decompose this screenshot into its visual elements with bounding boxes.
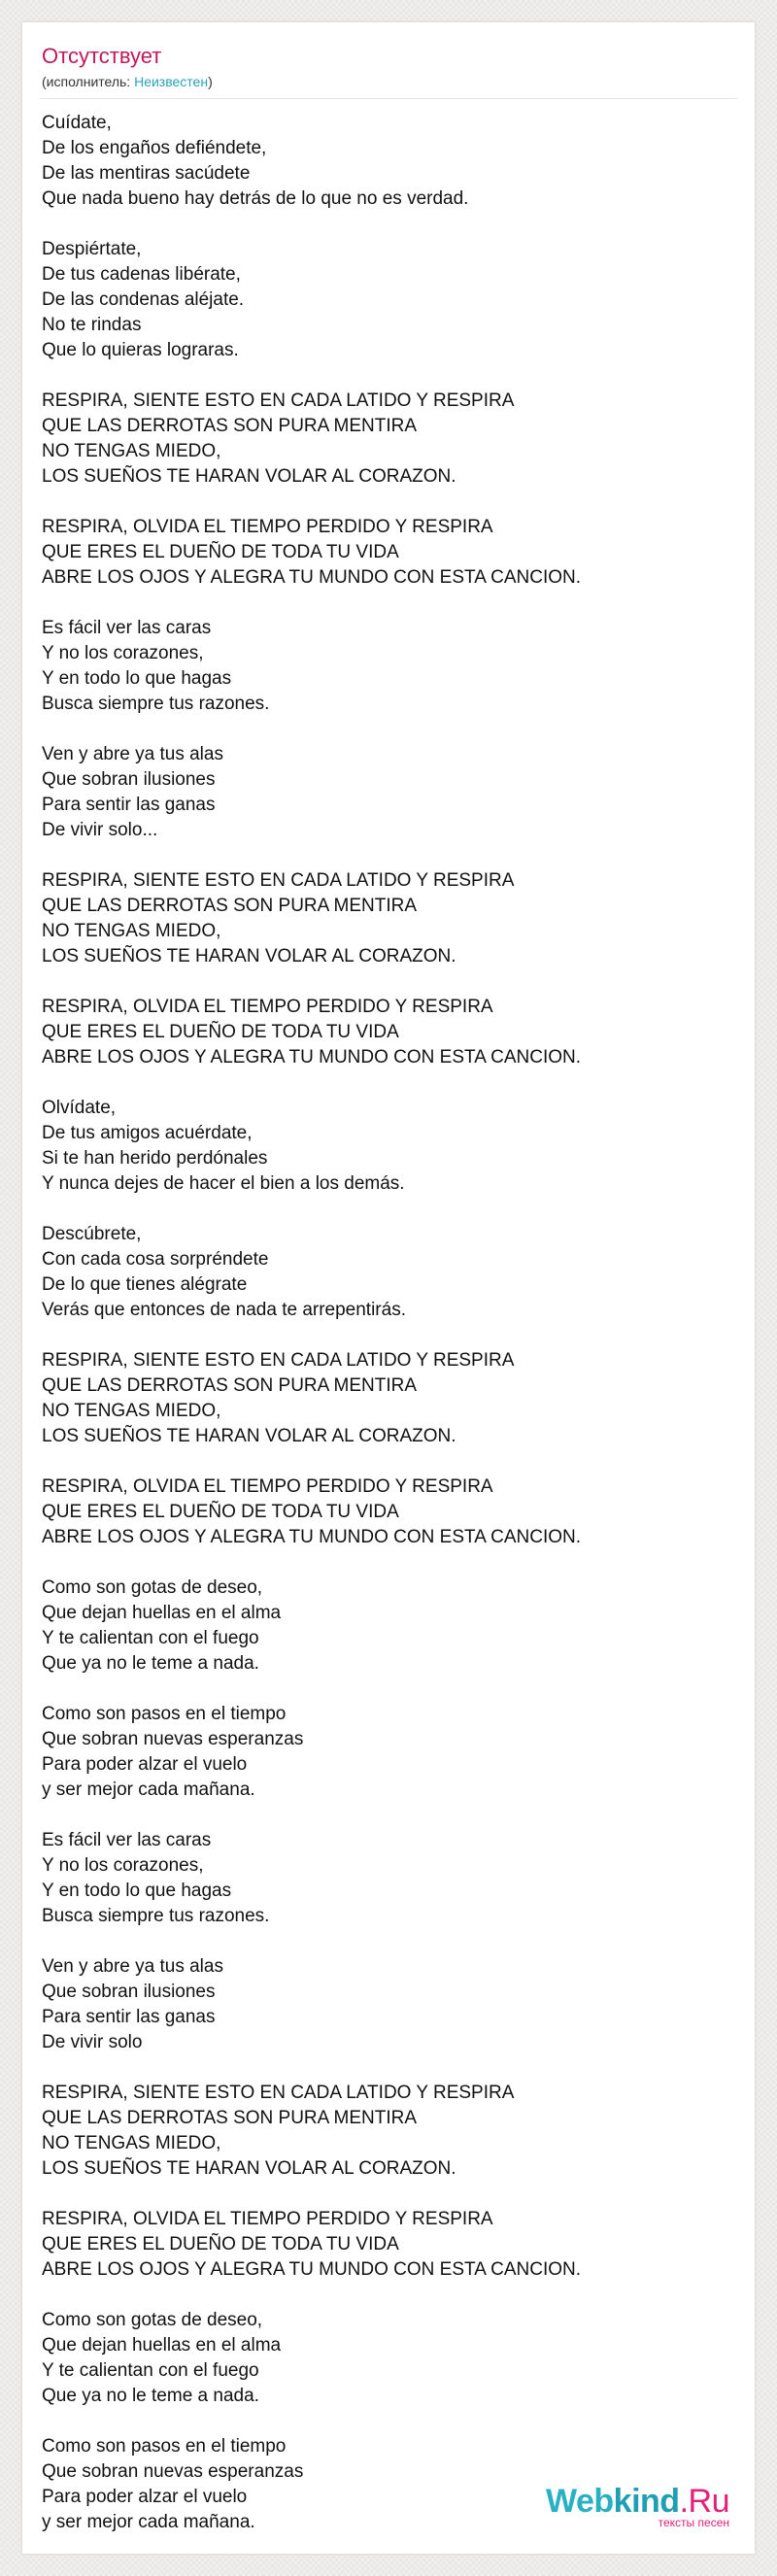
lyric-line: Como son gotas de deseo, [42, 1577, 263, 1598]
lyric-line: De los engaños defiéndete, [42, 138, 267, 158]
lyric-line: Como son pasos en el tiempo [42, 2436, 287, 2457]
lyric-line: RESPIRA, SIENTE ESTO EN CADA LATIDO Y RESPIRA [42, 390, 515, 411]
lyric-line: Es fácil ver las caras [42, 618, 212, 638]
lyric-line: QUE ERES EL DUEÑO DE TODA TU VIDA [42, 1022, 399, 1042]
lyric-line: Y en todo lo que hagas [42, 668, 232, 689]
lyric-line: Que ya no le teme a nada. [42, 1653, 259, 1674]
lyric-line: Despiértate, [42, 239, 142, 259]
lyric-line: Que sobran ilusiones [42, 769, 216, 790]
lyrics-body [22, 99, 755, 2535]
lyric-line: Que ya no le teme a nada. [42, 2386, 259, 2406]
lyric-line: De tus cadenas libérate, [42, 264, 241, 285]
lyric-line: Verás que entonces de nada te arrepentirás. [42, 1300, 406, 1320]
lyric-line: ABRE LOS OJOS Y ALEGRA TU MUNDO CON ESTA CANCION. [42, 2259, 582, 2280]
lyric-line: Que lo quieras lograras. [42, 340, 239, 360]
lyrics-stanza [42, 1576, 755, 1677]
lyric-line: RESPIRA, OLVIDA EL TIEMPO PERDIDO Y RESPIRA [42, 997, 493, 1017]
lyrics-stanza [42, 995, 755, 1070]
lyric-line: Para poder alzar el vuelo [42, 2487, 248, 2507]
artist-link[interactable]: Неизвестен [134, 74, 209, 89]
lyric-line: Que sobran ilusiones [42, 1982, 216, 2002]
lyric-line: Olvídate, [42, 1098, 117, 1118]
lyric-line: ABRE LOS OJOS Y ALEGRA TU MUNDO CON ESTA CANCION. [42, 1047, 582, 1068]
artist-suffix: ) [208, 74, 213, 89]
lyrics-stanza [42, 742, 755, 843]
logo-wordmark [546, 2484, 729, 2519]
song-title: Отсутствует [42, 44, 162, 68]
lyric-line: Ven y abre ya tus alas [42, 744, 223, 764]
lyric-line: ABRE LOS OJOS Y ALEGRA TU MUNDO CON ESTA CANCION. [42, 1527, 582, 1547]
lyric-line: QUE ERES EL DUEÑO DE TODA TU VIDA [42, 2234, 399, 2254]
lyrics-stanza [42, 515, 755, 591]
lyric-line: Y te calientan con el fuego [42, 1628, 259, 1648]
lyric-line: QUE ERES EL DUEÑO DE TODA TU VIDA [42, 542, 399, 562]
lyric-line: NO TENGAS MIEDO, [42, 921, 221, 941]
lyric-line: LOS SUEÑOS TE HARAN VOLAR AL CORAZON. [42, 466, 456, 487]
lyrics-stanza [42, 2207, 755, 2283]
lyric-line: Y te calientan con el fuego [42, 2360, 259, 2381]
lyric-line: De lo que tienes alégrate [42, 1274, 248, 1295]
lyric-line: NO TENGAS MIEDO, [42, 441, 221, 461]
logo-web: Web [546, 2483, 614, 2520]
lyric-line: RESPIRA, SIENTE ESTO EN CADA LATIDO Y RESPIRA [42, 1350, 515, 1371]
lyric-line: QUE ERES EL DUEÑO DE TODA TU VIDA [42, 1502, 399, 1522]
lyric-line: ABRE LOS OJOS Y ALEGRA TU MUNDO CON ESTA CANCION. [42, 567, 582, 588]
lyric-line: y ser mejor cada mañana. [42, 1779, 255, 1800]
lyric-line: Y en todo lo que hagas [42, 1881, 232, 1901]
lyric-line: Y no los corazones, [42, 1855, 204, 1876]
lyric-line: NO TENGAS MIEDO, [42, 1401, 221, 1421]
lyric-line: Que dejan huellas en el alma [42, 2335, 282, 2356]
lyrics-stanza [42, 2081, 755, 2182]
lyric-line: De tus amigos acuérdate, [42, 1123, 253, 1143]
lyrics-stanza [42, 2308, 755, 2409]
lyric-line: QUE LAS DERROTAS SON PURA MENTIRA [42, 416, 418, 436]
lyric-line: Que sobran nuevas esperanzas [42, 1729, 304, 1749]
logo-kind: kind [613, 2483, 680, 2520]
lyric-line: RESPIRA, OLVIDA EL TIEMPO PERDIDO Y RESPIRA [42, 2209, 493, 2229]
lyric-line: Descúbrete, [42, 1224, 142, 1244]
lyric-line: LOS SUEÑOS TE HARAN VOLAR AL CORAZON. [42, 2158, 456, 2179]
lyric-line: Como son pasos en el tiempo [42, 1704, 287, 1724]
lyric-line: No te rindas [42, 315, 142, 335]
artist-line [42, 73, 755, 90]
lyric-line: Y no los corazones, [42, 643, 204, 663]
lyric-line: RESPIRA, SIENTE ESTO EN CADA LATIDO Y RESPIRA [42, 2083, 515, 2103]
lyrics-stanza [42, 111, 755, 212]
lyric-line: QUE LAS DERROTAS SON PURA MENTIRA [42, 1375, 418, 1396]
lyrics-card [21, 21, 756, 2555]
lyric-line: De las condenas aléjate. [42, 289, 245, 310]
lyrics-stanza [42, 616, 755, 717]
lyrics-stanza [42, 1348, 755, 1449]
artist-prefix: (исполнитель: [42, 74, 135, 89]
lyrics-stanza [42, 1954, 755, 2055]
lyric-line: Para poder alzar el vuelo [42, 1754, 248, 1775]
lyric-line: y ser mejor cada mañana. [42, 2512, 255, 2532]
webkind-logo[interactable] [546, 2484, 729, 2528]
lyric-line: Para sentir las ganas [42, 2007, 216, 2027]
lyrics-stanza [42, 237, 755, 363]
lyric-line: NO TENGAS MIEDO, [42, 2133, 221, 2153]
lyric-line: Es fácil ver las caras [42, 1830, 212, 1850]
lyric-line: De vivir solo [42, 2032, 143, 2052]
lyrics-stanza [42, 1474, 755, 1550]
lyrics-stanza [42, 1222, 755, 1323]
lyric-line: De las mentiras sacúdete [42, 163, 251, 184]
lyric-line: Busca siempre tus razones. [42, 1906, 270, 1926]
lyric-line: LOS SUEÑOS TE HARAN VOLAR AL CORAZON. [42, 946, 456, 966]
lyrics-stanza [42, 389, 755, 490]
lyrics-stanza [42, 1828, 755, 1929]
lyrics-stanza [42, 1096, 755, 1197]
lyric-line: Si te han herido perdónales [42, 1148, 268, 1169]
lyrics-stanza [42, 868, 755, 969]
lyric-line: RESPIRA, SIENTE ESTO EN CADA LATIDO Y RESPIRA [42, 870, 515, 891]
lyric-line: RESPIRA, OLVIDA EL TIEMPO PERDIDO Y RESPIRA [42, 1476, 493, 1497]
lyric-line: Que nada bueno hay detrás de lo que no es verdad. [42, 188, 469, 209]
lyric-line: Y nunca dejes de hacer el bien a los demás. [42, 1173, 405, 1194]
lyric-line: QUE LAS DERROTAS SON PURA MENTIRA [42, 896, 418, 916]
lyric-line: Que sobran nuevas esperanzas [42, 2461, 304, 2482]
lyric-line: De vivir solo... [42, 820, 158, 840]
lyric-line: Como son gotas de deseo, [42, 2310, 263, 2330]
logo-tagline: тексты песен [658, 2516, 729, 2529]
lyric-line: Con cada cosa sorpréndete [42, 1249, 269, 1270]
lyric-line: Ven y abre ya tus alas [42, 1956, 223, 1977]
lyric-line: Busca siempre tus razones. [42, 694, 270, 714]
lyric-line: LOS SUEÑOS TE HARAN VOLAR AL CORAZON. [42, 1426, 456, 1446]
lyrics-stanza [42, 1702, 755, 1803]
lyric-line: QUE LAS DERROTAS SON PURA MENTIRA [42, 2108, 418, 2128]
lyric-line: RESPIRA, OLVIDA EL TIEMPO PERDIDO Y RESPIRA [42, 517, 493, 537]
logo-ru: .Ru [679, 2483, 729, 2520]
lyric-line: Cuídate, [42, 113, 112, 133]
song-header [22, 22, 755, 90]
lyric-line: Para sentir las ganas [42, 795, 216, 815]
lyric-line: Que dejan huellas en el alma [42, 1603, 282, 1623]
